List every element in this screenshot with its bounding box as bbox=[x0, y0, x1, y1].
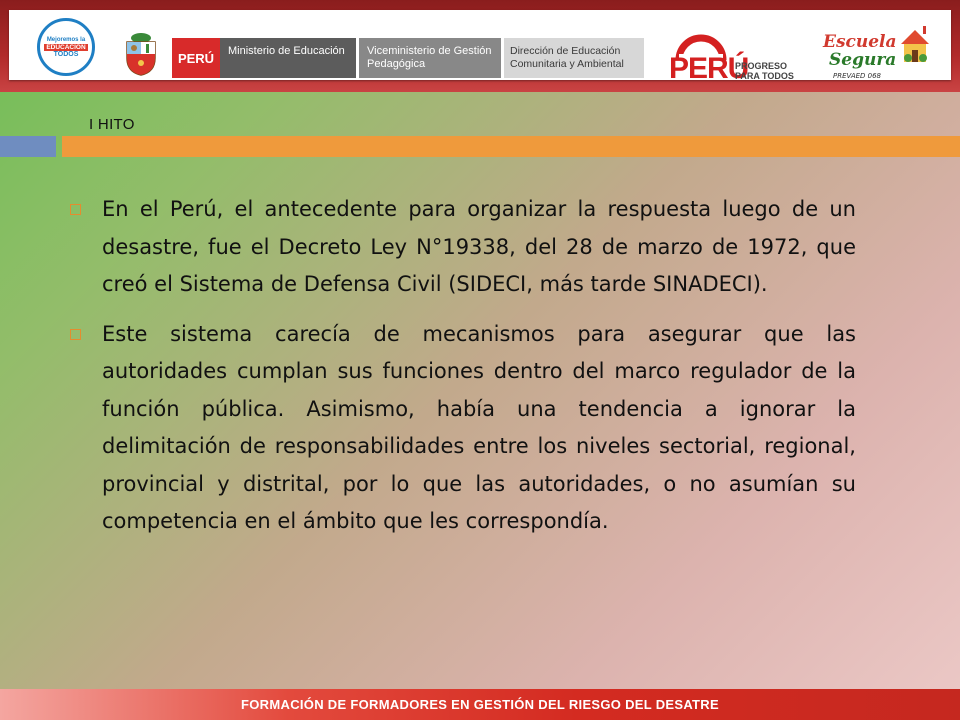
campaign-logo bbox=[37, 18, 95, 76]
peru-progreso-logo bbox=[669, 34, 809, 86]
campaign-logo-line3: TODOS bbox=[53, 50, 79, 58]
bullet-square-icon bbox=[70, 329, 81, 340]
coat-of-arms-icon bbox=[121, 32, 161, 76]
peru-label: PERÚ bbox=[172, 38, 220, 78]
title-bar-right bbox=[62, 136, 960, 157]
bullet-paragraph bbox=[66, 191, 856, 304]
progreso-tagline: PROGRESO PARA TODOS bbox=[735, 61, 794, 81]
footer-text: FORMACIÓN DE FORMADORES EN GESTIÓN DEL RIESGO DEL DESATRE bbox=[241, 697, 719, 712]
campaign-logo-line1: Mejoremos la bbox=[46, 36, 86, 43]
ministry-label: Ministerio de Educación bbox=[220, 38, 356, 78]
segura-word: Segura bbox=[829, 50, 897, 70]
paragraph-text: En el Perú, el antecedente para organizar la respuesta luego de un desastre, fue el Decreto Ley N°19338, del 28 de marzo de 1972, que creó el Sistema de Defensa Civil (SIDECI, más tarde SINADECI). bbox=[102, 197, 856, 296]
bullet-square-icon bbox=[70, 204, 81, 215]
logos-strip bbox=[9, 10, 951, 85]
house-icon bbox=[897, 26, 933, 66]
campaign-logo-line2: EDUCACIÓN bbox=[46, 43, 86, 51]
escuela-word: Escuela bbox=[823, 32, 897, 52]
title-bar-left bbox=[0, 136, 56, 157]
footer-banner bbox=[0, 689, 960, 720]
paragraph-text: Este sistema carecía de mecanismos para asegurar que las autoridades cumplan sus funciones dentro del marco regulador de la función pública. Asimismo, había una tendencia a ignorar la delimitación de responsabilidades entre los niveles sectorial, regional, provincial y distrital, por lo que las autoridades, o no asumían su competencia en el ámbito que les correspondía. bbox=[102, 321, 856, 533]
peru-wordmark: PERÚ bbox=[669, 52, 749, 85]
viceministry-label: Viceministerio de Gestión Pedagógica bbox=[359, 38, 501, 78]
section-title: I HITO bbox=[89, 116, 135, 133]
prevaed-code: PREVAED 068 bbox=[833, 72, 882, 80]
slide-body bbox=[66, 191, 856, 553]
bullet-paragraph bbox=[66, 316, 856, 541]
direction-label: Dirección de Educación Comunitaria y Ambiental bbox=[504, 38, 644, 78]
escuela-segura-logo bbox=[819, 26, 937, 88]
header-banner bbox=[0, 0, 960, 92]
